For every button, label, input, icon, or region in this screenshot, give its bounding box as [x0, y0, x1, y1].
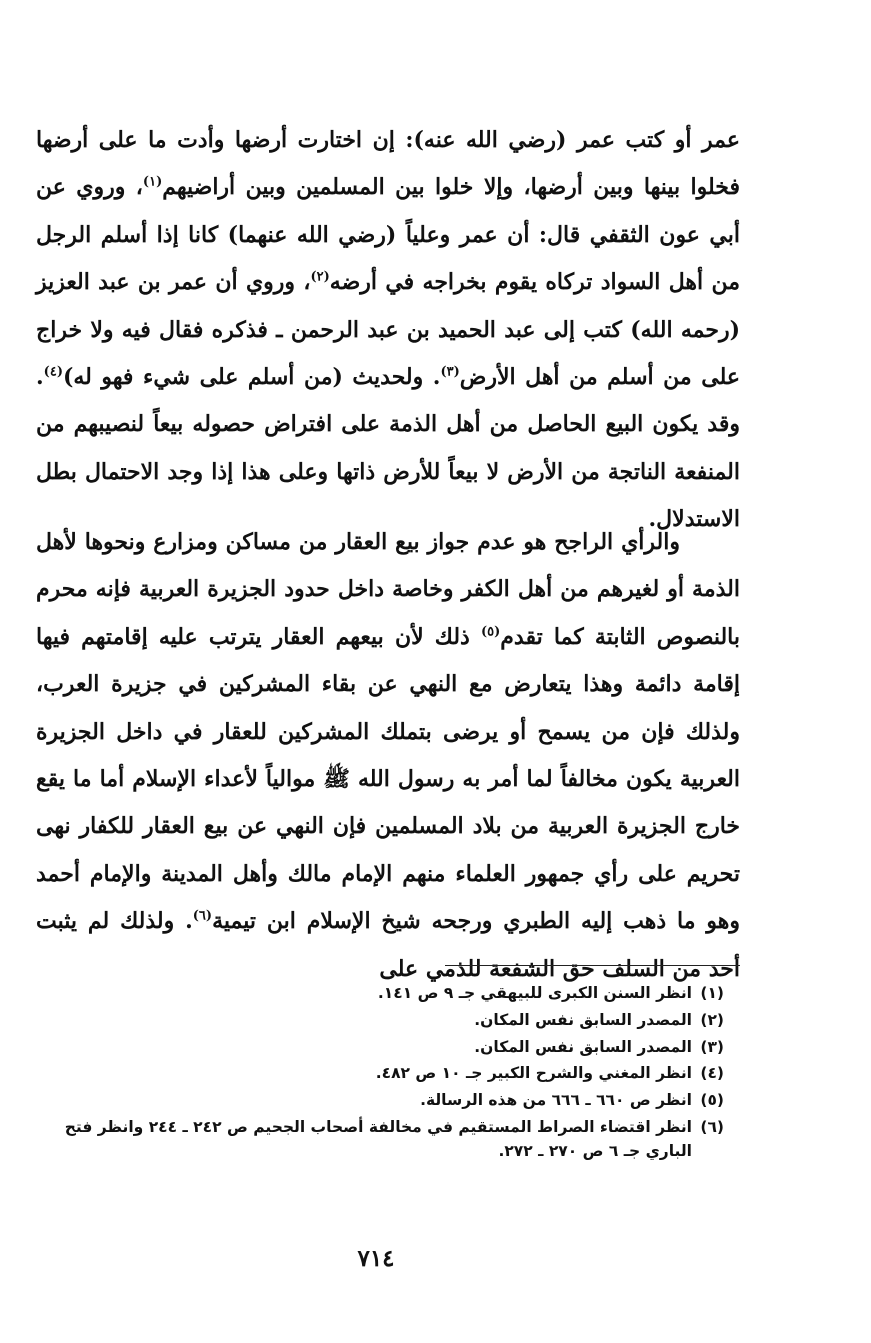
- page-number: ٧١٤: [357, 1245, 395, 1272]
- footnote-ref-1: (١): [142, 175, 163, 191]
- footnote-text: المصدر السابق نفس المكان.: [474, 1037, 692, 1056]
- footnote-number: (٣): [700, 1037, 724, 1056]
- footnote-number: (٤): [700, 1064, 724, 1083]
- footnote-item: [22, 1116, 724, 1163]
- body-paragraph-1: [36, 117, 740, 544]
- footnote-item: [22, 982, 724, 1006]
- footnote-text: انظر المغني والشرح الكبير جـ ١٠ ص ٤٨٢.: [375, 1064, 692, 1083]
- text-run: ، وروي أن عمر بن عبد العزيز (رحمه الله) كتب إلى عبد الحميد بن عبد الرحمن ـ فذكره فقال فيه ولا خراج على من أسلم من أهل الأرض: [36, 269, 740, 391]
- footnote-text: انظر ص ٦٦٠ ـ ٦٦٦ من هذه الرسالة.: [420, 1091, 692, 1110]
- text-run: والرأي الراجح هو عدم جواز بيع العقار من مساكن ومزارع ونحوها لأهل الذمة أو لغيرهم من أهل الكفر وخاصة داخل حدود الجزيرة العربية فإنه محرم بالنصوص الثابتة كما تقدم: [36, 529, 740, 650]
- footnote-number: (١): [700, 984, 724, 1002]
- footnote-text: انظر السنن الكبرى للبيهقي جـ ٩ ص ١٤١.: [377, 984, 692, 1002]
- footnotes-list: [22, 982, 724, 1166]
- body-paragraph-2: [36, 519, 740, 993]
- footnote-text: انظر اقتضاء الصراط المستقيم في مخالفة أصحاب الجحيم ص ٢٤٢ ـ ٢٤٤ وانظر فتح الباري جـ ٦ ص ٢٧٠ ـ ٢٧٢.: [64, 1117, 692, 1160]
- footnote-item: [22, 1062, 724, 1086]
- footnote-number: (٦): [700, 1117, 724, 1136]
- text-run: . ولذلك لم يثبت أحد من السلف حق الشفعة للذمي على: [36, 908, 740, 982]
- footnote-ref-2: (٢): [310, 269, 330, 285]
- footnote-item: [22, 1036, 724, 1060]
- footnote-item: [22, 1089, 724, 1113]
- text-run: ، وروي عن أبي عون الثقفي قال: أن عمر وعلياً (رضي الله عنهما) كانا إذا أسلم الرجل من أهل السواد تركاه يقوم بخراجه في أرضه: [36, 174, 740, 296]
- footnote-item: [22, 1009, 724, 1033]
- footnote-text: المصدر السابق نفس المكان.: [474, 1010, 692, 1029]
- footnote-ref-5: (٥): [481, 624, 501, 640]
- footnote-number: (٢): [700, 1010, 724, 1029]
- footnote-ref-4: (٤): [43, 364, 63, 380]
- text-run: . ولحديث (من أسلم على شيء فهو له): [62, 364, 441, 391]
- text-run: عمر أو كتب عمر (رضي الله عنه): إن اختارت أرضها وأدت ما على أرضها فخلوا بينها وبين أرضها، وإلا خلوا بين المسلمين وبين أراضيهم: [36, 127, 741, 201]
- footnote-number: (٥): [700, 1091, 724, 1110]
- footnote-ref-6: (٦): [192, 908, 213, 924]
- text-run: . وقد يكون البيع الحاصل من أهل الذمة على افتراض حصوله بيعاً لنصيبهم من المنفعة الناتجة من الأرض لا بيعاً للأرض ذاتها وعلى هذا إذا وجد الاحتمال بطل الاستدلال.: [36, 364, 740, 533]
- text-run: ذلك لأن بيعهم العقار يترتب عليه إقامتهم فيها إقامة دائمة وهذا يتعارض مع النهي عن بقاء المشركين في جزيرة العرب، ولذلك فإن من يسمح أو يرضى بتملك المشركين للعقار في داخل الجزيرة العربية يكون مخالفاً لما أمر به رسول الله ﷺ موالياً لأعداء الإسلام أما ما يقع خارج الجزيرة العربية من بلاد المسلمين فإن النهي عن بيع العقار للكفار نهى تحريم على رأي جمهور العلماء منهم الإمام مالك وأهل المدينة والإمام أحمد وهو ما ذهب إليه الطبري ورجحه شيخ الإسلام ابن تيمية: [36, 623, 740, 935]
- footnote-ref-3: (٣): [440, 364, 460, 380]
- footnote-separator: [445, 965, 740, 966]
